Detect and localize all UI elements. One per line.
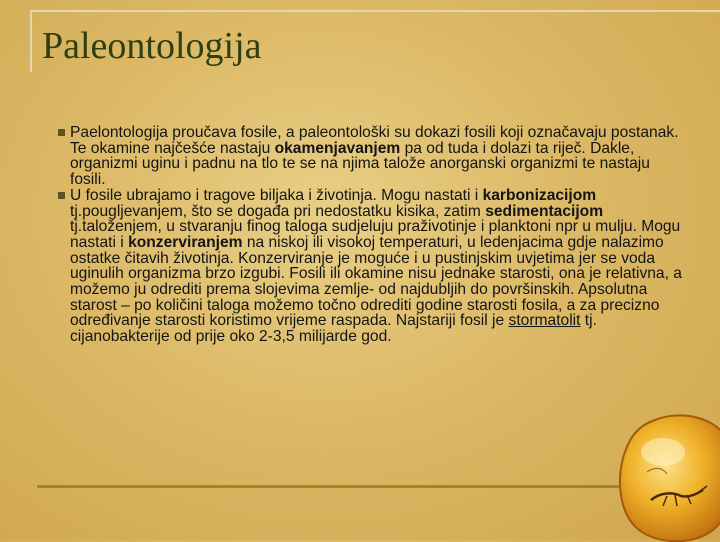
square-bullet-icon — [58, 129, 65, 136]
amber-fossil-icon — [617, 412, 720, 542]
bold-term: sedimentacijom — [485, 202, 604, 220]
slide-title: Paleontologija — [42, 25, 262, 67]
bold-term: konzerviranjem — [128, 233, 243, 251]
bold-term: okamenjavanjem — [274, 139, 401, 157]
bullet-list — [58, 125, 683, 345]
text-segment: pa od tuda i dolazi ta riječ. Dakle, organizmi uginu i padnu na tlo te se na njima talože anorganski organizmi te nastaju fosili. — [70, 139, 650, 189]
bold-term: karbonizacijom — [482, 186, 597, 204]
bullet-item-2 — [58, 188, 683, 345]
text-segment: tj.pougljevanjem, što se događa pri nedostatku kisika, zatim — [70, 202, 486, 220]
square-bullet-icon — [58, 192, 65, 199]
bullet-text — [70, 188, 683, 345]
bullet-item-1 — [58, 125, 683, 188]
text-segment: Paelontologija proučava fosile, a paleontološki su dokazi fosili koji označavaju postanak. Te okamine najčešće nastaju — [70, 124, 679, 157]
text-segment: U fosile ubrajamo i tragove biljaka i životinja. Mogu nastati i — [70, 186, 483, 204]
text-segment: na niskoj ili visokoj temperaturi, u ledenjacima gdje nalazimo ostatke čitavih životinja. Konzerviranje je moguće i u pustinjskim uvjetima jer se voda uginulih organizma brzo izgubi. Fosili ili okamine nisu jednake starosti, ona je relativna, a možemo ju odrediti prema slojevima zemlje- od najdubljih do površinskih. Apsolutna starost – po količini taloga možemo točno odrediti godine starosti fosila, a za precizno određivanje starosti koristimo vrijeme raspada. Najstariji fosil je — [70, 233, 682, 330]
text-segment: tj. cijanobakterije od prije oko 2-3,5 milijarde god. — [70, 312, 597, 346]
bullet-text — [70, 125, 683, 188]
bottom-divider — [37, 485, 647, 488]
underlined-term: stormatolit — [508, 312, 581, 330]
text-segment: tj.taloženjem, u stvaranju finog taloga sudjeluju praživotinje i planktoni npr u mulju. Mogu nastati i — [70, 218, 681, 251]
